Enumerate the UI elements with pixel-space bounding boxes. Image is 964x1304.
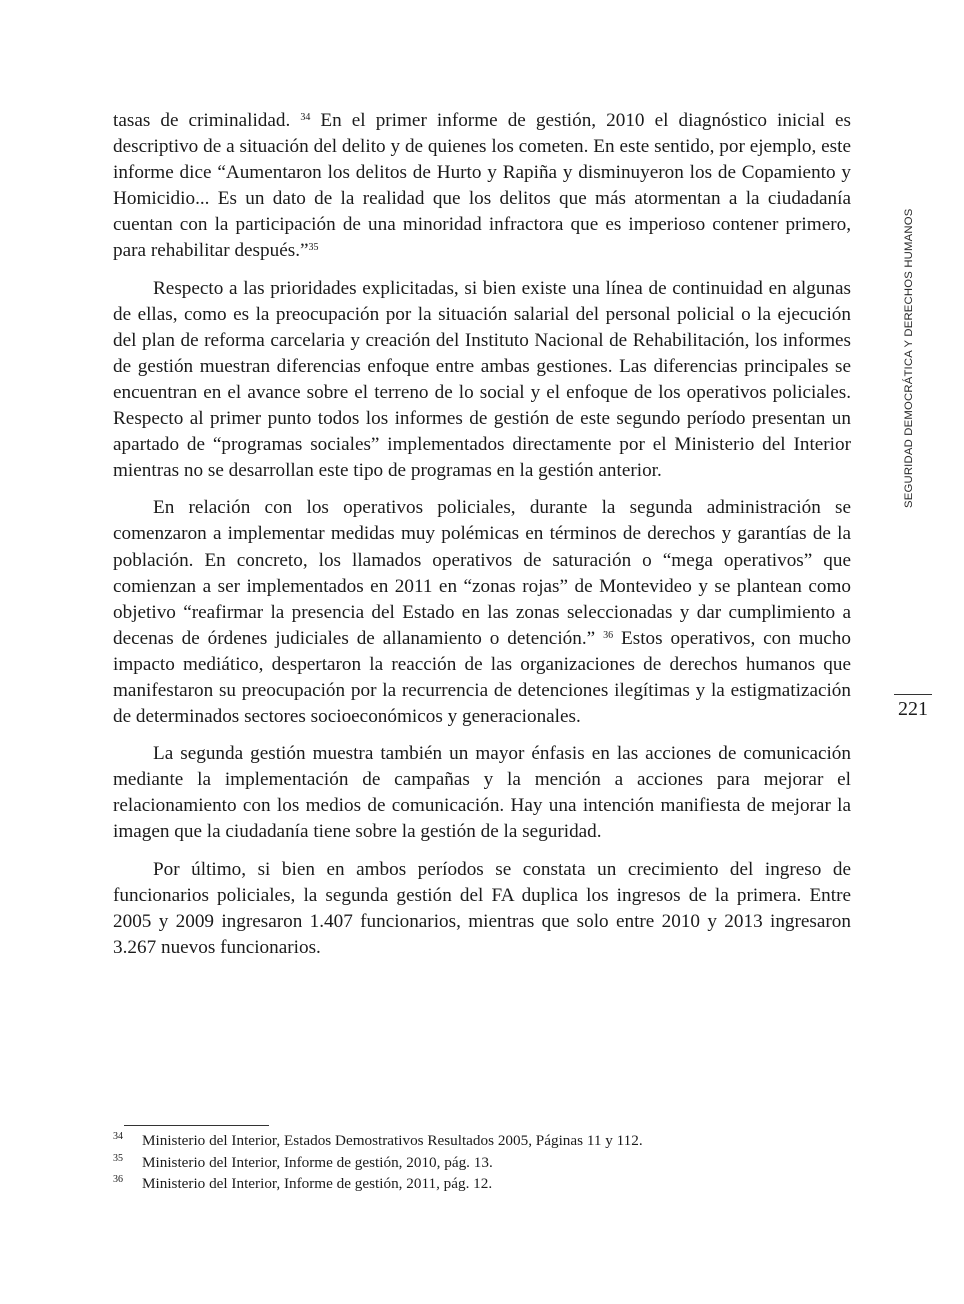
footnote bbox=[113, 1152, 853, 1174]
paragraph-text: tasas de criminalidad. bbox=[113, 110, 301, 131]
footnote-number: 35 bbox=[113, 1152, 123, 1164]
footnote-ref-35[interactable]: 35 bbox=[308, 242, 319, 254]
paragraph-3 bbox=[113, 495, 851, 730]
running-section-title: SEGURIDAD DEMOCRÁTICA Y DERECHOS HUMANOS bbox=[903, 208, 915, 508]
footnote-text: Ministerio del Interior, Informe de gestión, 2010, pág. 13. bbox=[142, 1153, 493, 1171]
footnote bbox=[113, 1173, 853, 1195]
footnote bbox=[113, 1130, 853, 1152]
footnotes bbox=[113, 1130, 853, 1195]
paragraph-text: Estos operativos, con mucho impacto mediático, despertaron la reacción de las organizaciones de derechos humanos que manifestaron su preocupación por la recurrencia de detenciones ilegítimas y la estigmatización de determinados sectores socioeconómicos y generacionales. bbox=[113, 627, 851, 728]
footnote-number: 34 bbox=[113, 1131, 123, 1142]
body-text bbox=[113, 108, 851, 972]
paragraph-text: En el primer informe de gestión, 2010 el diagnóstico inicial es descriptivo de a situación del delito y de quienes los cometen. En este sentido, por ejemplo, este informe dice “Aumentaron los delitos de Hurto y Rapiña y disminuyeron los de Copamiento y Homicidio... Es un dato de la realidad que los delitos que más atormentan a la ciudadanía cuentan con la participación de una minoridad infractora que es imperioso contener primero, para rehabilitar después.” bbox=[113, 110, 851, 262]
footnote-number: 36 bbox=[113, 1174, 123, 1186]
footnote-text: Ministerio del Interior, Informe de gestión, 2011, pág. 12. bbox=[142, 1175, 493, 1193]
footnote-ref-36[interactable]: 36 bbox=[603, 629, 614, 641]
paragraph-5: Por último, si bien en ambos períodos se constata un crecimiento del ingreso de funcionarios policiales, la segunda gestión del FA duplica los ingresos de la primera. Entre 2005 y 2009 ingresaron 1.407 funcionarios, mientras que solo entre 2010 y 2013 ingresaron 3.267 nuevos funcionarios. bbox=[113, 858, 851, 958]
footnote-text: Ministerio del Interior, Estados Demostrativos Resultados 2005, Páginas 11 y 112. bbox=[142, 1132, 643, 1149]
footnote-ref-34[interactable]: 34 bbox=[300, 112, 311, 123]
paragraph-1 bbox=[113, 108, 851, 265]
paragraph-2: Respecto a las prioridades explicitadas, si bien existe una línea de continuidad en algunas de ellas, como es la preocupación por la situación salarial del personal policial o la ejecución del plan de reforma carcelaria y creación del Instituto Nacional de Rehabilitación, los informes de gestión muestran diferencias enfoque entre ambas gestiones. Las diferencias principales se encuentran en el avance sobre el terreno de lo social y el enfoque de los operativos policiales. Respecto al primer punto todos los informes de gestión de este segundo período presentan un apartado de “programas sociales” implementados directamente por el Ministerio del Interior mientras no se desarrollan este tipo de programas en la gestión anterior. bbox=[113, 277, 851, 482]
paragraph-4: La segunda gestión muestra también un mayor énfasis en las acciones de comunicación mediante la implementación de campañas y la mención a acciones para mejorar el relacionamiento con los medios de comunicación. Hay una intención manifiesta de mejorar la imagen que la ciudadanía tiene sobre la gestión de la seguridad. bbox=[113, 743, 851, 843]
page-number: 221 bbox=[898, 698, 928, 720]
paragraph-text: En relación con los operativos policiales, durante la segunda administración se comenzaron a implementar medidas muy polémicas en términos de derechos y garantías de la población. En concreto, los llamados operativos de saturación o “mega operativos” que comienzan a ser implementados en 2011 en “zonas rojas” de Montevideo y se plantean como objetivo “reafirmar la presencia del Estado en las zonas seleccionadas y dar cumplimiento a decenas de órdenes judiciales de allanamiento o detención.” bbox=[113, 497, 851, 649]
page-number-rule bbox=[894, 694, 932, 695]
footnote-separator bbox=[124, 1125, 269, 1126]
